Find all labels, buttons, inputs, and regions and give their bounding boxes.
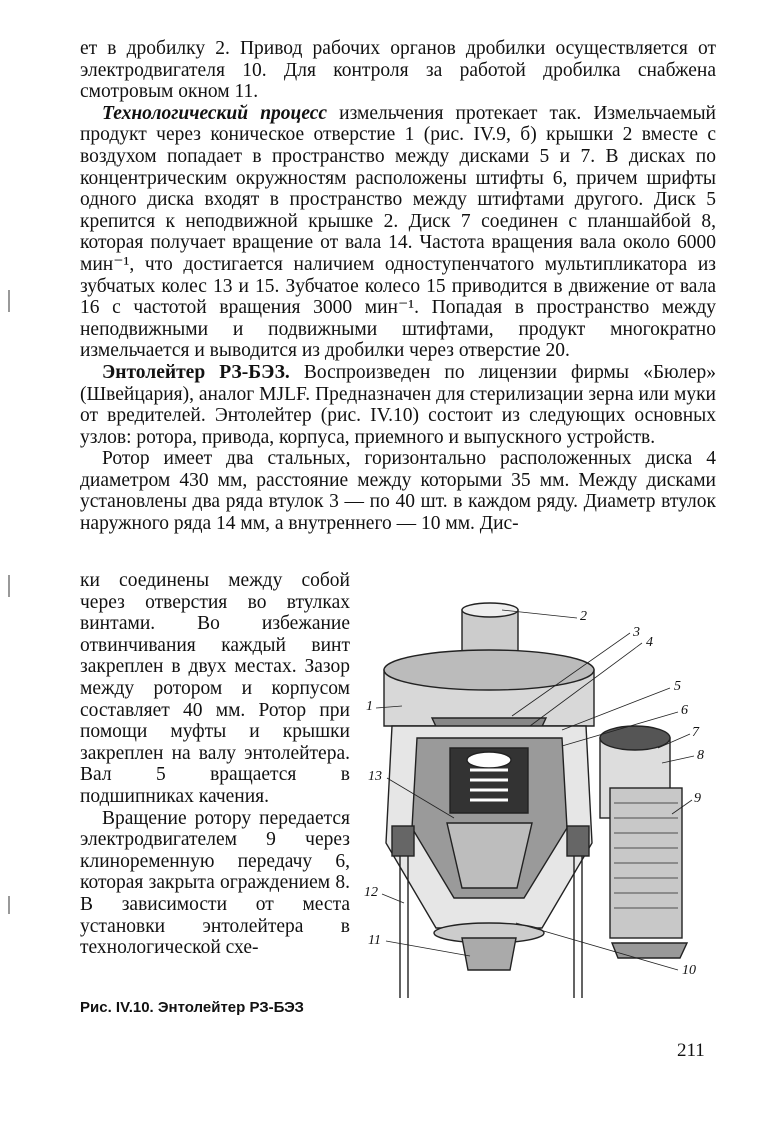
figure-caption: Рис. IV.10. Энтолейтер РЗ-БЭЗ [80,999,304,1016]
paragraph-body: Воспроизведен по лицензии фирмы «Бюлер» (Швейцария), аналог MJLF. Предназначен для стерилизации зерна или муки от вредителей. Энтолейтер (рис. IV.10) состоит из следующих основных узлов: ротора, привода, корпуса, приемного и выпускного устройств. [80,361,716,448]
paragraph: Ротор имеет два стальных, горизонтально расположенных диска 4 диаметром 430 мм, расстояние между которыми 35 мм. Между дисками установлены два ряда втулок 3 — по 40 шт. в каждом ряду. Диаметр втулок наружного ряда 14 мм, а внутреннего — 10 мм. Дис- [80,448,716,535]
outlet-pipe [462,938,516,970]
scan-margin-mark [8,290,10,312]
body-text [80,38,716,535]
paragraph: ки соединены между собой через отверстия во втулках винтами. Во избежание отвинчивания каждый винт закреплен в двух местах. Зазор между ротором и корпусом составляет 40 мм. Ротор при помощи муфты и крышки закреплен на валу энтолейтера. Вал 5 вращается в подшипниках качения. [80,570,350,807]
figure-label: 6 [681,703,688,718]
paragraph-lead: Энтолейтер РЗ-БЭЗ. [102,361,290,383]
support-bracket-left [392,826,414,856]
paragraph: ет в дробилку 2. Привод рабочих органов дробилки осуществляется от электродвигателя 10. Для контроля за работой дробилка снабжена смотровым окном 11. [80,38,716,103]
figure-label: 2 [580,609,587,624]
scan-margin-mark [8,896,10,914]
page-number: 211 [677,1040,705,1061]
figure-label: 13 [368,769,382,784]
support-leg-right [574,856,582,998]
figure-label: 10 [682,963,696,978]
entoleiter-figure [362,598,732,1018]
paragraph-body: измельчения протекает так. Измельчаемый продукт через коническое отверстие 1 (рис. IV.9, б) крышки 2 вместе с воздухом попадает в пространство между дисками 5 и 7. В дисках по концентрическим окружностям расположены штифты 6, причем шрифты одного диска входят в пространство между штифтами другого. Диск 5 крепится к неподвижной крышке 2. Диск 7 соединен с планшайбой 8, которая получает вращение от вала 14. Частота вращения вала около 6000 мин⁻¹, что достигается наличием одноступенчатого мультипликатора из зубчатых колес 13 и 15. Зубчатое колесо 15 приводится в движение от вала 16 с частотой вращения 3000 мин⁻¹. Попадая в пространство между неподвижными и подвижными штифтами, продукт многократно измельчается и выводится из дробилки через отверстие 20. [80,102,716,362]
figure-label: 12 [364,885,378,900]
figure-label: 9 [694,791,701,806]
paragraph-lead: Технологический процесс [102,102,328,124]
support-bracket-right [567,826,589,856]
motor-base [612,943,687,958]
inlet-rim [462,603,518,617]
paragraph: Вращение ротору передается электродвигателем 9 через клиноременную передачу 6, которая закрыта ограждением 8. В зависимости от места установки энтолейтера в технологической схе- [80,807,350,959]
figure-label: 5 [674,679,681,694]
figure-label: 11 [368,933,381,948]
paragraph [80,362,716,448]
inner-cone [447,823,532,888]
figure-label: 8 [697,748,704,763]
wrapped-text [80,570,350,959]
figure-label: 3 [633,625,640,640]
rotor-shaft-top [467,752,511,768]
figure-label: 1 [366,699,373,714]
paragraph [80,103,716,362]
scan-margin-mark [8,575,10,597]
belt-pulley [600,726,670,750]
housing-lid [384,650,594,690]
figure-label: 7 [692,725,699,740]
figure-label: 4 [646,635,653,650]
